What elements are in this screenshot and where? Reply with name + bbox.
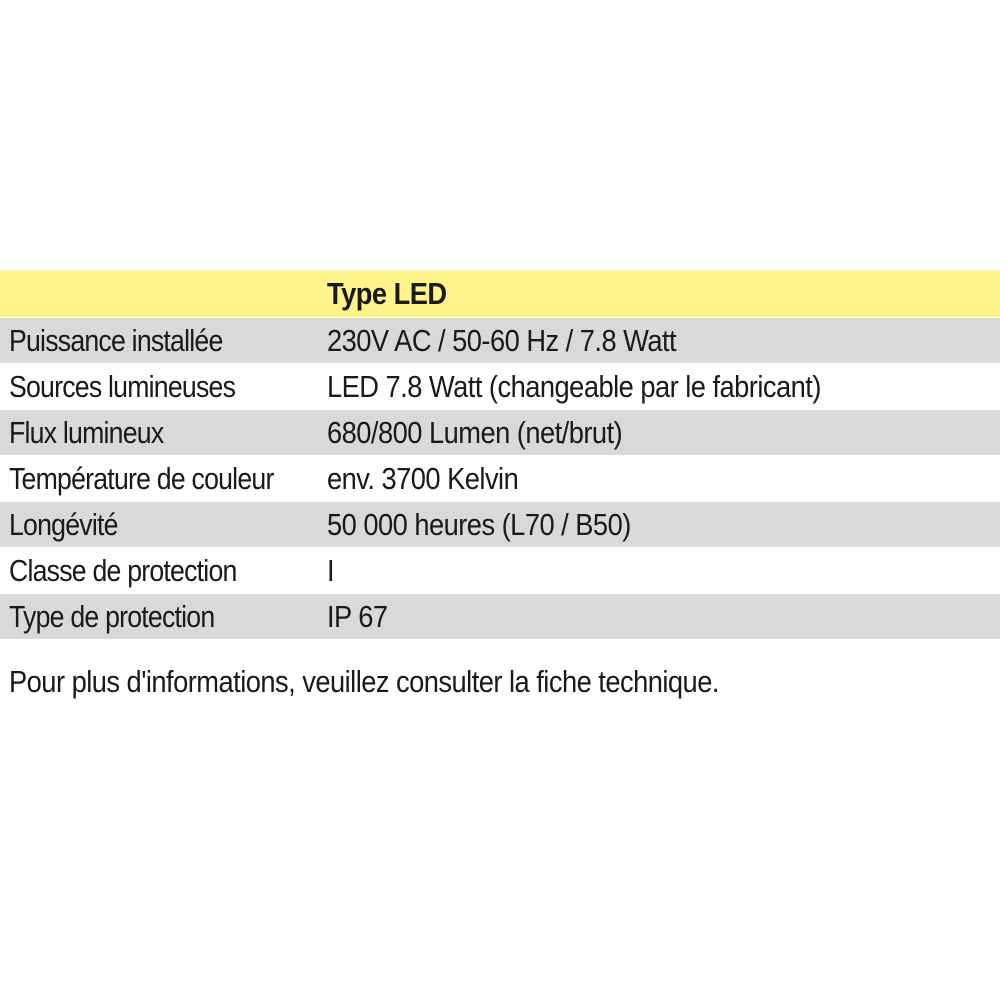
row-label: Type de protection (9, 598, 215, 634)
row-value: LED 7.8 Watt (changeable par le fabricant) (327, 368, 821, 404)
row-value: env. 3700 Kelvin (327, 460, 519, 496)
row-label: Longévité (9, 506, 118, 542)
row-label: Flux lumineux (9, 414, 164, 450)
table-row (0, 548, 1000, 594)
spec-table (0, 270, 1000, 640)
table-header-title: Type LED (327, 275, 447, 311)
row-value: IP 67 (327, 598, 388, 634)
row-label: Classe de protection (9, 552, 237, 588)
row-value: 50 000 heures (L70 / B50) (327, 506, 631, 542)
row-label: Sources lumineuses (9, 368, 236, 404)
table-header-row (0, 270, 1000, 318)
table-row (0, 502, 1000, 548)
row-label: Puissance installée (9, 322, 223, 358)
row-value: 680/800 Lumen (net/brut) (327, 414, 623, 450)
table-row (0, 364, 1000, 410)
footnote-text: Pour plus d'informations, veuillez consulter la fiche technique. (9, 664, 719, 699)
row-value: I (327, 552, 335, 588)
row-value: 230V AC / 50-60 Hz / 7.8 Watt (327, 322, 677, 358)
table-row (0, 456, 1000, 502)
table-row (0, 318, 1000, 364)
row-label: Température de couleur (9, 460, 274, 496)
table-row (0, 410, 1000, 456)
table-row (0, 594, 1000, 640)
